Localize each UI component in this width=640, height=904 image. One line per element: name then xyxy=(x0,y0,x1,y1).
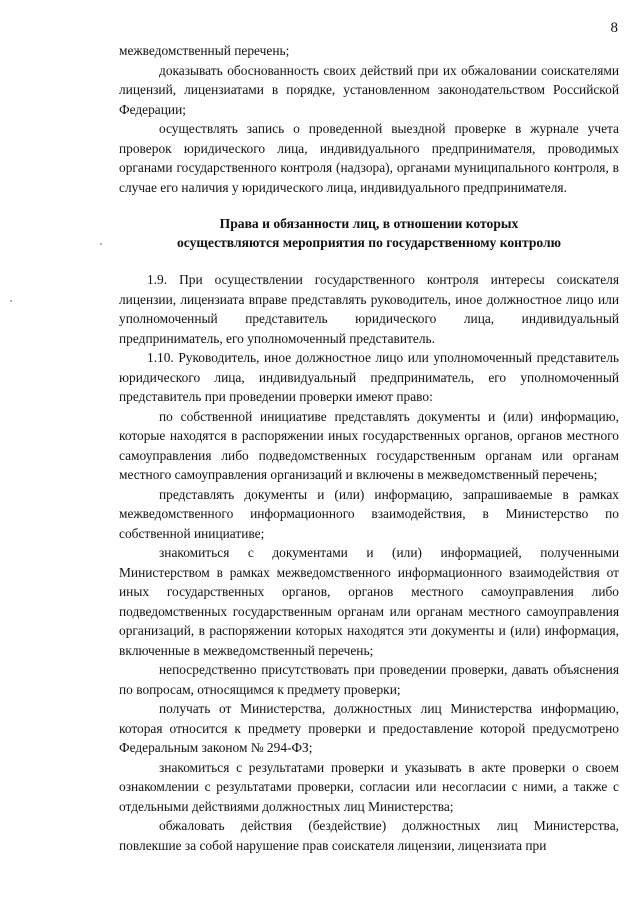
paragraph: представлять документы и (или) информацию, запрашиваемые в рамках межведомственного информационного взаимодействия, в Министерство по собственной инициативе; xyxy=(119,486,619,541)
section-heading xyxy=(119,214,619,252)
paragraph-1-10: 1.10. Руководитель, иное должностное лицо или уполномоченный представитель юридического лица, индивидуальный предприниматель, его уполномоченный представитель при проведении проверки имеют право: xyxy=(119,350,619,404)
paragraph: знакомиться с документами и (или) информацией, полученными Министерством в рамках межведомственного информационного взаимодействия от иных государственных органов, органов местного самоуправления либо подведомственных государственным органам или органам местного самоуправления организаций, в распоряжении которых находятся эти документы и (или) информация, включенные в межведомственный перечень; xyxy=(119,545,619,658)
page-number: 8 xyxy=(610,20,618,36)
paragraph-1-9: 1.9. При осуществлении государственного контроля интересы соискателя лицензии, лицензиата вправе представлять руководитель, иное должностное лицо или уполномоченный представитель юридического лица, индивидуальный предприниматель, его уполномоченный представитель. xyxy=(119,272,619,346)
section-heading-line: Права и обязанности лиц, в отношении которых xyxy=(219,216,519,231)
paragraph: по собственной инициативе представлять документы и (или) информацию, которые находятся в распоряжении иных государственных органов, органов местного самоуправления либо подведомственных государственным органам или органам местного самоуправления организаций и включены в межведомственный перечень; xyxy=(119,408,619,482)
paragraph: получать от Министерства, должностных лиц Министерства информацию, которая относится к предмету проверки и предоставление которой предусмотрено Федеральным законом № 294-ФЗ; xyxy=(119,701,619,755)
paragraph: доказывать обоснованность своих действий при их обжаловании соискателями лицензий, лицензиатами в порядке, установленном законодательством Российской Федерации; xyxy=(119,62,619,117)
paragraph: непосредственно присутствовать при проведении проверки, давать объяснения по вопросам, относящимся к предмету проверки; xyxy=(119,662,619,697)
paragraph: межведомственный перечень; xyxy=(119,43,290,58)
paragraph: знакомиться с результатами проверки и указывать в акте проверки о своем ознакомлении с результатами проверки, согласии или несогласии с ними, а также с отдельными действиями должностных лиц Министерства; xyxy=(119,759,619,814)
scan-speck xyxy=(100,243,102,245)
section-heading-line: осуществляются мероприятия по государственному контролю xyxy=(176,235,562,250)
paragraph: осуществлять запись о проведенной выездной проверке в журнале учета проверок юридического лица, индивидуального предпринимателя, проводимых органами государственного контроля (надзора), органами муниципального контроля, в случае его наличия у юридического лица, индивидуального предпринимателя. xyxy=(119,121,619,195)
scan-speck xyxy=(10,300,12,302)
paragraph: обжаловать действия (бездействие) должностных лиц Министерства, повлекшие за собой нарушение прав соискателя лицензии, лицензиата при xyxy=(119,818,619,853)
document-body xyxy=(119,41,619,855)
